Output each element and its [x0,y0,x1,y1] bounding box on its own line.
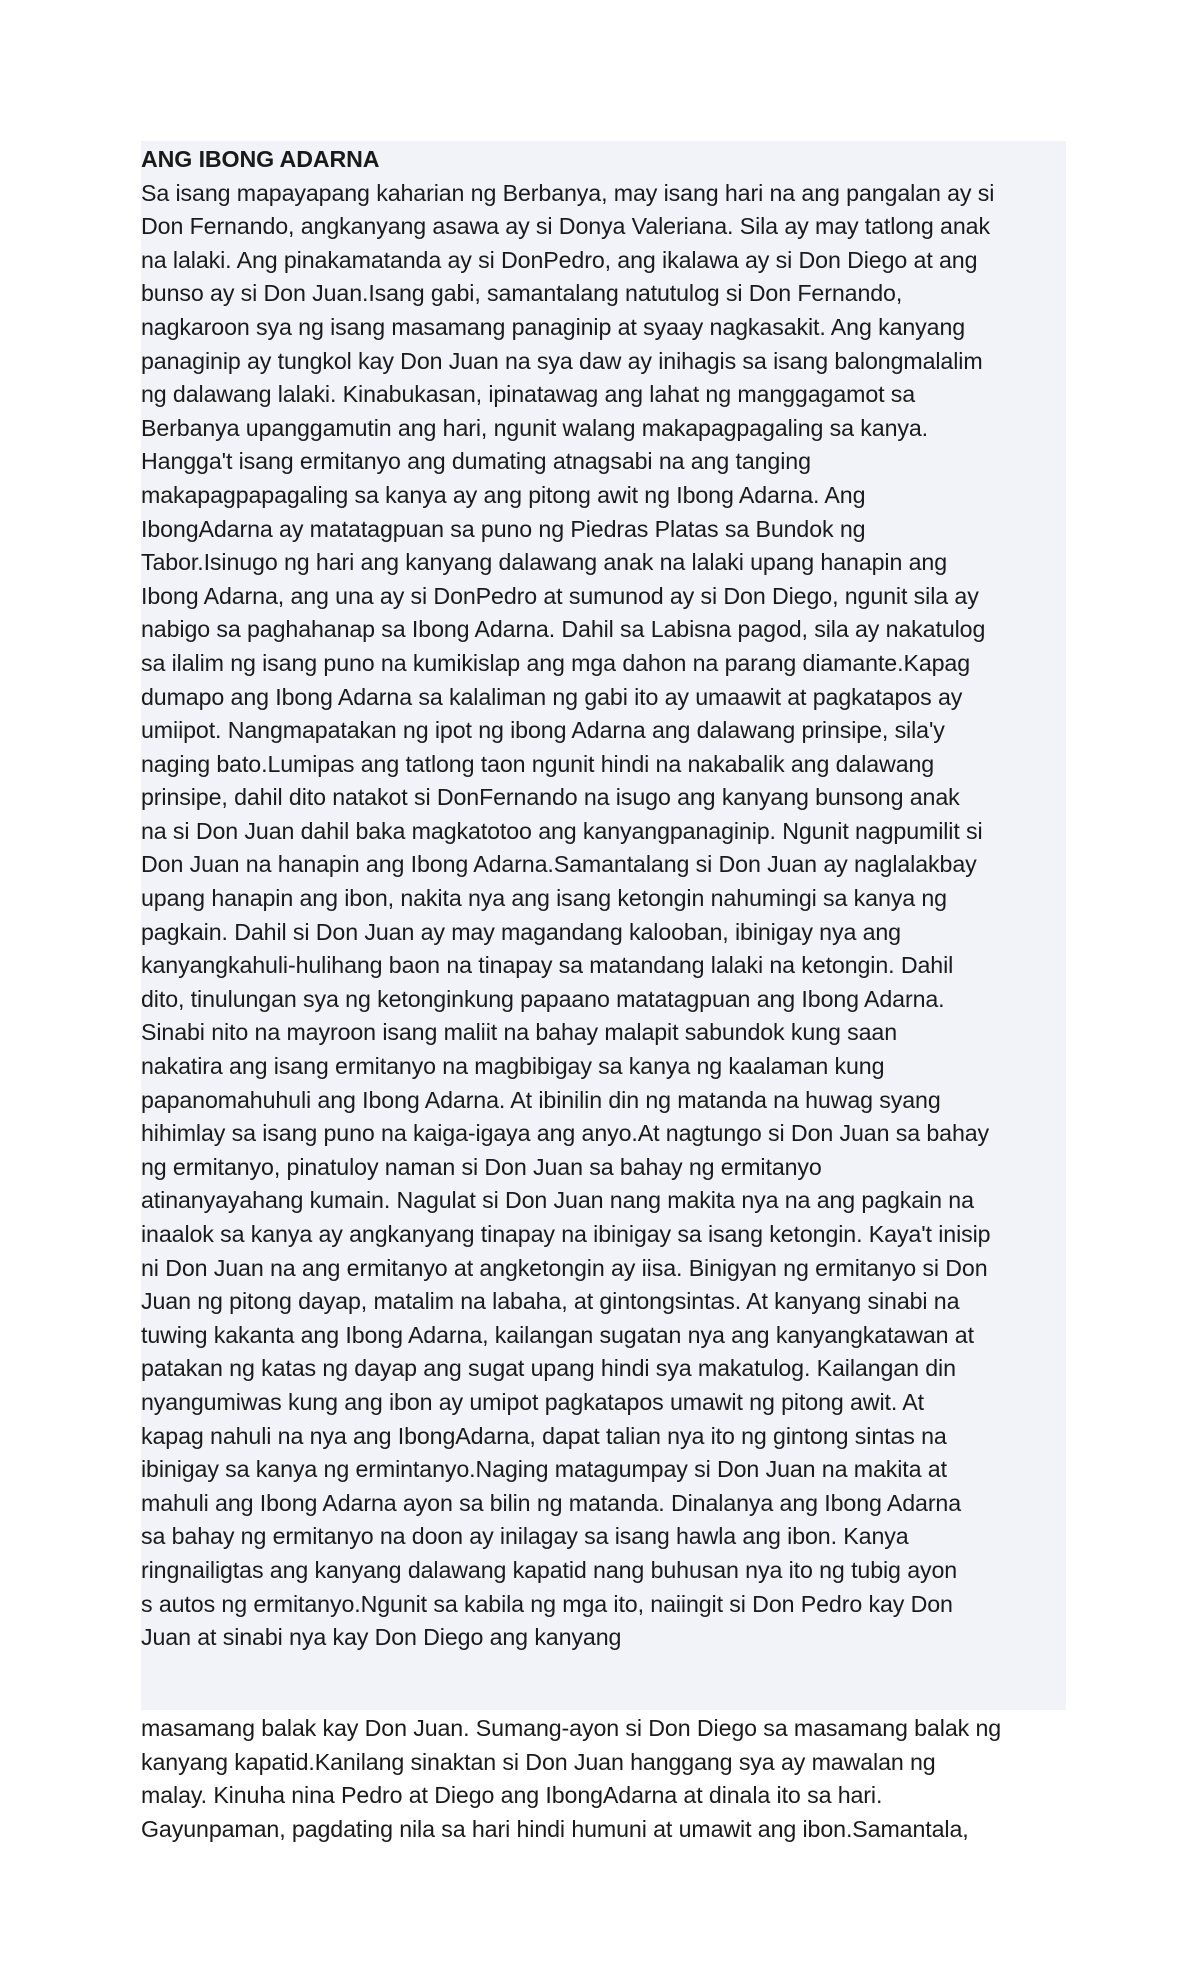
text-line: umiipot. Nangmapatakan ng ipot ng ibong Adarna ang dalawang prinsipe, sila'y [141,717,945,744]
text-line: kanyang kapatid.Kanilang sinaktan si Don Juan hanggang sya ay mawalan ng [141,1748,936,1775]
text-block-continuation [141,1712,1071,1846]
text-line: tuwing kakanta ang Ibong Adarna, kailangan sugatan nya ang kanyangkatawan at [141,1321,974,1348]
text-line: malay. Kinuha nina Pedro at Diego ang IbongAdarna at dinala ito sa hari. [141,1782,883,1809]
text-line: ng dalawang lalaki. Kinabukasan, ipinatawag ang lahat ng manggagamot sa [141,381,916,408]
text-line: na lalaki. Ang pinakamatanda ay si DonPedro, ang ikalawa ay si Don Diego at ang [141,246,978,273]
text-line: ni Don Juan na ang ermitanyo at angketongin ay iisa. Binigyan ng ermitanyo si Don [141,1254,988,1281]
text-line: pagkain. Dahil si Don Juan ay may magandang kalooban, ibinigay nya ang [141,918,901,945]
text-line: Ibong Adarna, ang una ay si DonPedro at sumunod ay si Don Diego, ngunit sila ay [141,582,979,609]
text-line: atinanyayahang kumain. Nagulat si Don Juan nang makita nya na ang pagkain na [141,1187,974,1214]
text-line: dito, tinulungan sya ng ketonginkung papaano matatagpuan ang Ibong Adarna. [141,985,945,1012]
text-line: ibinigay sa kanya ng ermintanyo.Naging matagumpay si Don Juan na makita at [141,1456,947,1483]
text-line: Sinabi nito na mayroon isang maliit na bahay malapit sabundok kung saan [141,1019,897,1046]
text-line: prinsipe, dahil dito natakot si DonFernando na isugo ang kanyang bunsong anak [141,784,960,811]
text-line: Hangga't isang ermitanyo ang dumating atnagsabi na ang tanging [141,448,811,475]
text-line: hihimlay sa isang puno na kaiga-igaya ang anyo.At nagtungo si Don Juan sa bahay [141,1120,990,1147]
text-line: nakatira ang isang ermitanyo na magbibigay sa kanya ng kaalaman kung [141,1053,885,1080]
text-line: Juan ng pitong dayap, matalim na labaha, at gintongsintas. At kanyang sinabi na [141,1288,960,1315]
text-line: ringnailigtas ang kanyang dalawang kapatid nang buhusan nya ito ng tubig ayon [141,1556,958,1583]
text-line: Tabor.Isinugo ng hari ang kanyang dalawang anak na lalaki upang hanapin ang [141,549,947,576]
text-line: Don Juan na hanapin ang Ibong Adarna.Samantalang si Don Juan ay naglalakbay [141,851,977,878]
text-line: panaginip ay tungkol kay Don Juan na sya daw ay inihagis sa isang balongmalalim [141,347,983,374]
text-line: inaalok sa kanya ay angkanyang tinapay na ibinigay sa isang ketongin. Kaya't inisip [141,1221,991,1247]
text-line: Gayunpaman, pagdating nila sa hari hindi humuni at umawit ang ibon.Samantala, [141,1815,969,1842]
text-line: naging bato.Lumipas ang tatlong taon ngunit hindi na nakabalik ang dalawang [141,750,935,777]
text-line: IbongAdarna ay matatagpuan sa puno ng Piedras Platas sa Bundok ng [141,515,866,542]
text-line: kanyangkahuli-hulihang baon na tinapay sa matandang lalaki na ketongin. Dahil [141,952,954,979]
text-line: masamang balak kay Don Juan. Sumang-ayon si Don Diego sa masamang balak ng [141,1715,1002,1741]
text-line: kapag nahuli na nya ang IbongAdarna, dapat talian nya ito ng gintong sintas na [141,1422,947,1449]
text-line: makapagpapagaling sa kanya ay ang pitong awit ng Ibong Adarna. Ang [141,481,866,508]
text-line: Don Fernando, angkanyang asawa ay si Donya Valeriana. Sila ay may tatlong anak [141,213,990,240]
text-line: sa bahay ng ermitanyo na doon ay inilagay sa isang hawla ang ibon. Kanya [141,1523,909,1550]
text-line: bunso ay si Don Juan.Isang gabi, samantalang natutulog si Don Fernando, [141,280,903,307]
text-line: Berbanya upanggamutin ang hari, ngunit walang makapagpagaling sa kanya. [141,414,928,441]
text-line: sa ilalim ng isang puno na kumikislap ang mga dahon na parang diamante.Kapag [141,649,970,676]
text-line: papanomahuhuli ang Ibong Adarna. At ibinilin din ng matanda na huwag syang [141,1086,941,1113]
text-line: nabigo sa paghahanap sa Ibong Adarna. Dahil sa Labisna pagod, sila ay nakatulog [141,616,986,643]
document-title: ANG IBONG ADARNA [141,146,380,172]
text-line: patakan ng katas ng dayap ang sugat upang hindi sya makatulog. Kailangan din [141,1355,956,1382]
text-line: na si Don Juan dahil baka magkatotoo ang kanyangpanaginip. Ngunit nagpumilit si [141,817,983,844]
text-line: nagkaroon sya ng isang masamang panaginip at syaay nagkasakit. Ang kanyang [141,313,966,340]
text-line: nyangumiwas kung ang ibon ay umipot pagkatapos umawit ng pitong awit. At [141,1388,924,1415]
text-line: Juan at sinabi nya kay Don Diego ang kanyang [141,1624,622,1651]
text-line: upang hanapin ang ibon, nakita nya ang isang ketongin nahumingi sa kanya ng [141,885,947,912]
text-line: mahuli ang Ibong Adarna ayon sa bilin ng matanda. Dinalanya ang Ibong Adarna [141,1489,962,1516]
text-block-main [141,143,1071,1655]
text-line: s autos ng ermitanyo.Ngunit sa kabila ng mga ito, naiingit si Don Pedro kay Don [141,1590,953,1617]
text-line: dumapo ang Ibong Adarna sa kalaliman ng gabi ito ay umaawit at pagkatapos ay [141,683,963,710]
text-line: ng ermitanyo, pinatuloy naman si Don Juan sa bahay ng ermitanyo [141,1153,822,1180]
text-line: Sa isang mapayapang kaharian ng Berbanya, may isang hari na ang pangalan ay si [141,179,995,206]
